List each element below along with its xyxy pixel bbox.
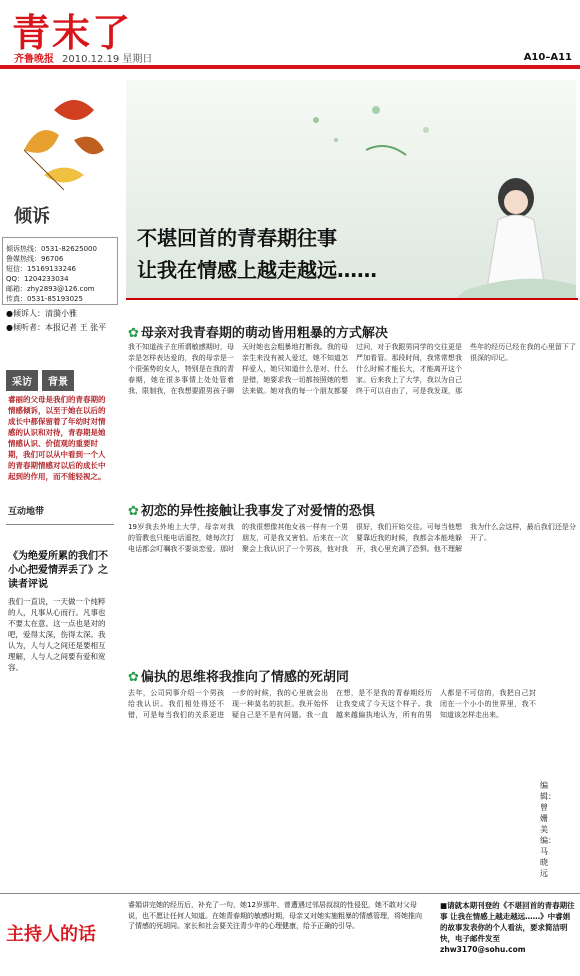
issue-date: 2010.12.19 星期日 [62, 54, 153, 65]
contact-line: 传真：0531-85193025 [6, 295, 83, 303]
headline-rule [126, 298, 578, 300]
contact-line: 倾诉热线：0531-82625000 [6, 245, 97, 253]
headline-line-1: 不堪回首的青春期往事 [137, 226, 337, 250]
interact-headline: 《为绝爱所累的我们不小心把爱情弄丢了》之读者评说 [8, 551, 108, 590]
flower-icon: ✿ [128, 326, 139, 341]
contact-line: QQ：1204233034 [6, 275, 69, 283]
left-column [0, 72, 118, 892]
headline-line-2: 让我在情感上越走越远…… [137, 258, 377, 282]
interact-body: 我们一直说，一天做一个纯粹的人，凡事从心而行。凡事也不要太在意。这一点也是对的吧，爱得太深，伤得太深。我认为，人与人之间还是要相互理解，人与人之间要有爱和宽容。 [8, 597, 106, 672]
section-2-body: 19岁我去外地上大学，母亲对我的管教也只能电话遥控，她每次打电话都会叮嘱我不要谈恋爱。那时的我很想像其他女孩一样有一个男朋友，可是我又害怕。后来在一次聚会上我认识了一个男孩，他对我很好，我们开始交往。可每当他想要靠近我的时候，我都会本能地躲开，我心里充满了恐惧。他不理解我为什么会这样，最后我们还是分开了。 [128, 523, 576, 553]
tag-interview: 采访 [6, 370, 38, 391]
contact-line: 短信：15169133246 [6, 265, 76, 273]
section-1-body: 我不知道孩子在所谓敏感期时，母亲是怎样表达爱的，我的母亲是一个很强势的女人，特别是在我的青春期，她在很多事情上处处管着我、限制我，在我想要跟男孩子聊天时她也会粗暴地打断我。我的母亲生来没有被人爱过，她不知道怎样爱人，她只知道什么是对、什么是错，她要求我一切都按照她的想法来做。她对我的每一个朋友都要过问，对于我跟男同学的交往更是严加看管。那段时间，我常常想我什么时候才能长大，才能离开这个家。后来我上了大学，我以为自己终于可以自由了，可是我发现，那些年的经历已经在我的心里留下了很深的印记。 [128, 343, 576, 395]
section-3-title [128, 666, 349, 685]
headline [137, 222, 377, 286]
section-1-title [128, 322, 388, 341]
intro-paragraph: 睿丽的父母是我们的青春期的情感倾诉，以至于她在以后的成长中都保留着了年幼时对情感的认识和对待，青春期是她情感认识、价值观的重要时期，我们可以从中看到一个人的青春期情感对以后的成长中起到的作用，而不能轻视之。 [8, 395, 106, 481]
autumn-leaves-image [4, 80, 114, 198]
page-title: 青末了 [12, 10, 133, 55]
contact-info [6, 244, 116, 304]
narrator-credit: ●倾诉人：清漪小雅 [6, 309, 77, 318]
interact-label: 互动地带 [8, 507, 45, 517]
brand-name: 齐鲁晚报 [14, 54, 54, 65]
section-1-title-text: 母亲对我青春期的萌动皆用粗暴的方式解决 [140, 326, 388, 341]
page-numbers: A10–A11 [523, 52, 572, 63]
section-3-body: 去年，公司同事介绍一个男孩给我认识。我们相处得还不错，可是每当我们的关系更进一步的时候，我的心里就会出现一种莫名的抗拒。我开始怀疑自己是不是有问题。我一直在想，是不是我的青春期经历让我变成了今天这个样子。我越来越偏执地认为，所有的男人都是不可信的，我把自己封闭在一个小小的世界里，我不知道该怎样走出来。 [128, 689, 536, 719]
reader-note: ■请就本期刊登的《不堪回首的青春期往事 让我在情感上越走越远……》中睿娟的故事发表你的个人看法，要求简洁明快，电子邮件发至 zhw3170@sohu.com [440, 901, 575, 954]
contact-line: 邮箱：zhy2893@126.com [6, 285, 95, 293]
background-tags [6, 370, 74, 391]
section-3-title-text: 偏执的思维将我推向了情感的死胡同 [140, 670, 349, 685]
section-2-title [128, 500, 375, 519]
flower-icon: ✿ [128, 504, 139, 519]
masthead-rule [0, 65, 580, 69]
bottom-box [0, 893, 580, 976]
section-2-title-text: 初恋的异性接触让我事发了对爱情的恐惧 [140, 504, 375, 519]
flower-icon: ✿ [128, 670, 139, 685]
host-label: 主持人的话 [6, 924, 96, 945]
masthead [0, 0, 580, 70]
listener-credit: ●倾听者：本报记者 王 张平 [6, 323, 107, 332]
host-text: 睿娟讲完她的经历后，补充了一句，她12岁那年，曾遭遇过邻居叔叔的性侵犯，她不敢对父母说，也不愿让任何人知道。在她青春期的敏感时期，母亲又对她实施粗暴的情感管理，将她推向了情感的死胡同。家长和社会要关注青少年的心理健康，给予正确的引导。 [128, 901, 422, 930]
tag-background: 背景 [42, 370, 74, 391]
contact-line: 鲁媒热线：96706 [6, 255, 64, 263]
divider [6, 524, 114, 525]
section-label: 倾诉 [14, 206, 50, 227]
editor-credit: 编辑：曾 姗 美编：马晓远 [540, 781, 556, 878]
